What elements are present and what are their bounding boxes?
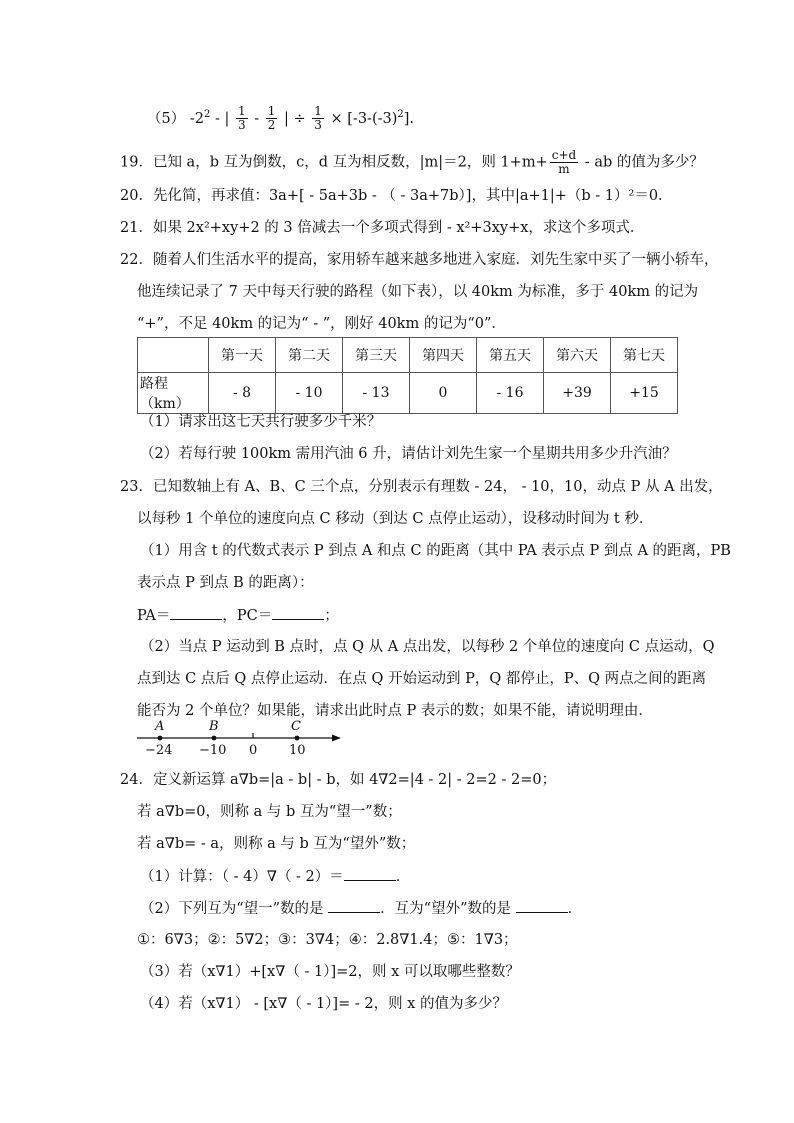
question-24-sub3: （3）若（x∇1）+[x∇（ - 1）]=2，则 x 可以取哪些整数？ [140, 964, 520, 980]
point-b-label: B [209, 719, 219, 734]
question-23-line1: 23．已知数轴上有 A、B、C 三个点，分别表示有理数 - 24， - 10，10，动点 P 从 A 出发， [120, 479, 723, 495]
question-21: 21．如果 2x²+xy+2 的 3 倍减去一个多项式得到 - x²+3xy+x，求这个多项式． [120, 220, 645, 236]
question-23-line8: 能否为 2 个单位？如果能，请求出此时点 P 表示的数；如果不能，请说明理由． [137, 703, 653, 719]
fraction: $\frac{1}{2}$ [267, 104, 276, 133]
question-22-sub2: （2）若每行驶 100km 需用汽油 6 升，请估计刘先生家一个星期共用多少升汽油？ [140, 446, 677, 462]
question-22-line3: “+”，不足 40km 的记为“ - ”，刚好 40km 的记为“0”． [137, 316, 506, 332]
question-22-line2: 他连续记录了 7 天中每天行驶的路程（如下表），以 40km 为标准，多于 40km 的记为 [137, 284, 699, 300]
question-23-line4: 表示点 P 到点 B 的距离）： [137, 575, 314, 591]
question-22-line1: 22．随着人们生活水平的提高，家用轿车越来越多地进入家庭．刘先生家中买了一辆小轿车， [120, 252, 719, 268]
question-22-sub1: （1）请求出这七天共行驶多少千米？ [140, 414, 382, 430]
table-header-row: 第一天 第二天 第三天 第四天 第五天 第六天 第七天 [138, 338, 678, 373]
mileage-table [137, 337, 678, 414]
question-24-options: ①：6∇3；②：5∇2；③：3∇4；④：2.8∇1.4；⑤：1∇3； [137, 932, 518, 948]
question-23-line2: 以每秒 1 个单位的速度向点 C 移动（到达 C 点停止运动），设移动时间为 t 秒． [137, 511, 654, 527]
question-24-sub2: （2）下列互为“望一”数的是 ．互为“望外”数的是 ． [140, 898, 582, 919]
question-23-line3: （1）用含 t 的代数式表示 P 到点 A 和点 C 的距离（其中 PA 表示点 P 到点 A 的距离，PB [140, 543, 731, 559]
fraction: $\frac{1}{3}$ [314, 104, 322, 133]
answer-blank[interactable] [170, 605, 222, 620]
point-a-label: A [155, 719, 165, 734]
question-23-blanks: PA＝ ，PC＝ ； [137, 605, 339, 626]
question-19: 19．已知 a，b 互为倒数，c，d 互为相反数，|m|＝2，则 1+m+ $\frac{c+d}{m}$ - ab 的值为多少？ [120, 148, 704, 176]
number-line [135, 716, 345, 758]
question-24-sub1: （1）计算：（ - 4）∇（ - 2）＝ ． [140, 866, 410, 887]
question-24-line2: 若 a∇b=0，则称 a 与 b 互为“望一”数； [137, 804, 402, 820]
question-20: 20．先化简，再求值：3a+[ - 5a+3b - （ - 3a+7b）]，其中|a+1|+（b - 1）²＝0． [120, 188, 673, 204]
answer-blank[interactable] [516, 898, 568, 913]
question-24-sub4: （4）若（x∇1） - [x∇（ - 1）]= - 2，则 x 的值为多少？ [140, 996, 507, 1012]
question-24-line1: 24．定义新运算 a∇b=|a - b| - b，如 4∇2=|4 - 2| - 2=2 - 2=0； [120, 772, 557, 788]
answer-blank[interactable] [344, 866, 396, 881]
fraction: $\frac{c+d}{m}$ [551, 148, 577, 176]
point-a-value: −24 [145, 743, 173, 758]
point-a-dot [158, 736, 163, 741]
point-c-value: 10 [289, 743, 306, 758]
answer-blank[interactable] [328, 898, 380, 913]
q18-part5: （5） $-2^2$ - | $\frac{1}{3}$ - $\frac{1}{2}$ | ÷ $\frac{1}{3}$ × $[-3-(-3)^2]$. [147, 104, 415, 133]
table-row: 路程（km） - 8 - 10 - 13 0 - 16 +39 +15 [138, 373, 678, 414]
fraction: $\frac{1}{3}$ [237, 104, 246, 133]
question-23-line7: 点到达 C 点后 Q 点停止运动．在点 Q 开始运动到 P，Q 都停止，P、Q 两点之间的距离 [137, 671, 707, 687]
question-23-line6: （2）当点 P 运动到 B 点时，点 Q 从 A 点出发，以每秒 2 个单位的速度向 C 点运动，Q [140, 639, 715, 655]
point-c-label: C [291, 719, 301, 734]
axis-arrow [332, 735, 341, 742]
point-b-dot [212, 736, 217, 741]
question-24-line3: 若 a∇b= - a，则称 a 与 b 互为“望外”数； [137, 836, 416, 852]
point-b-value: −10 [199, 743, 227, 758]
answer-blank[interactable] [272, 605, 324, 620]
point-c-dot [295, 736, 300, 741]
origin-value: 0 [249, 743, 258, 758]
